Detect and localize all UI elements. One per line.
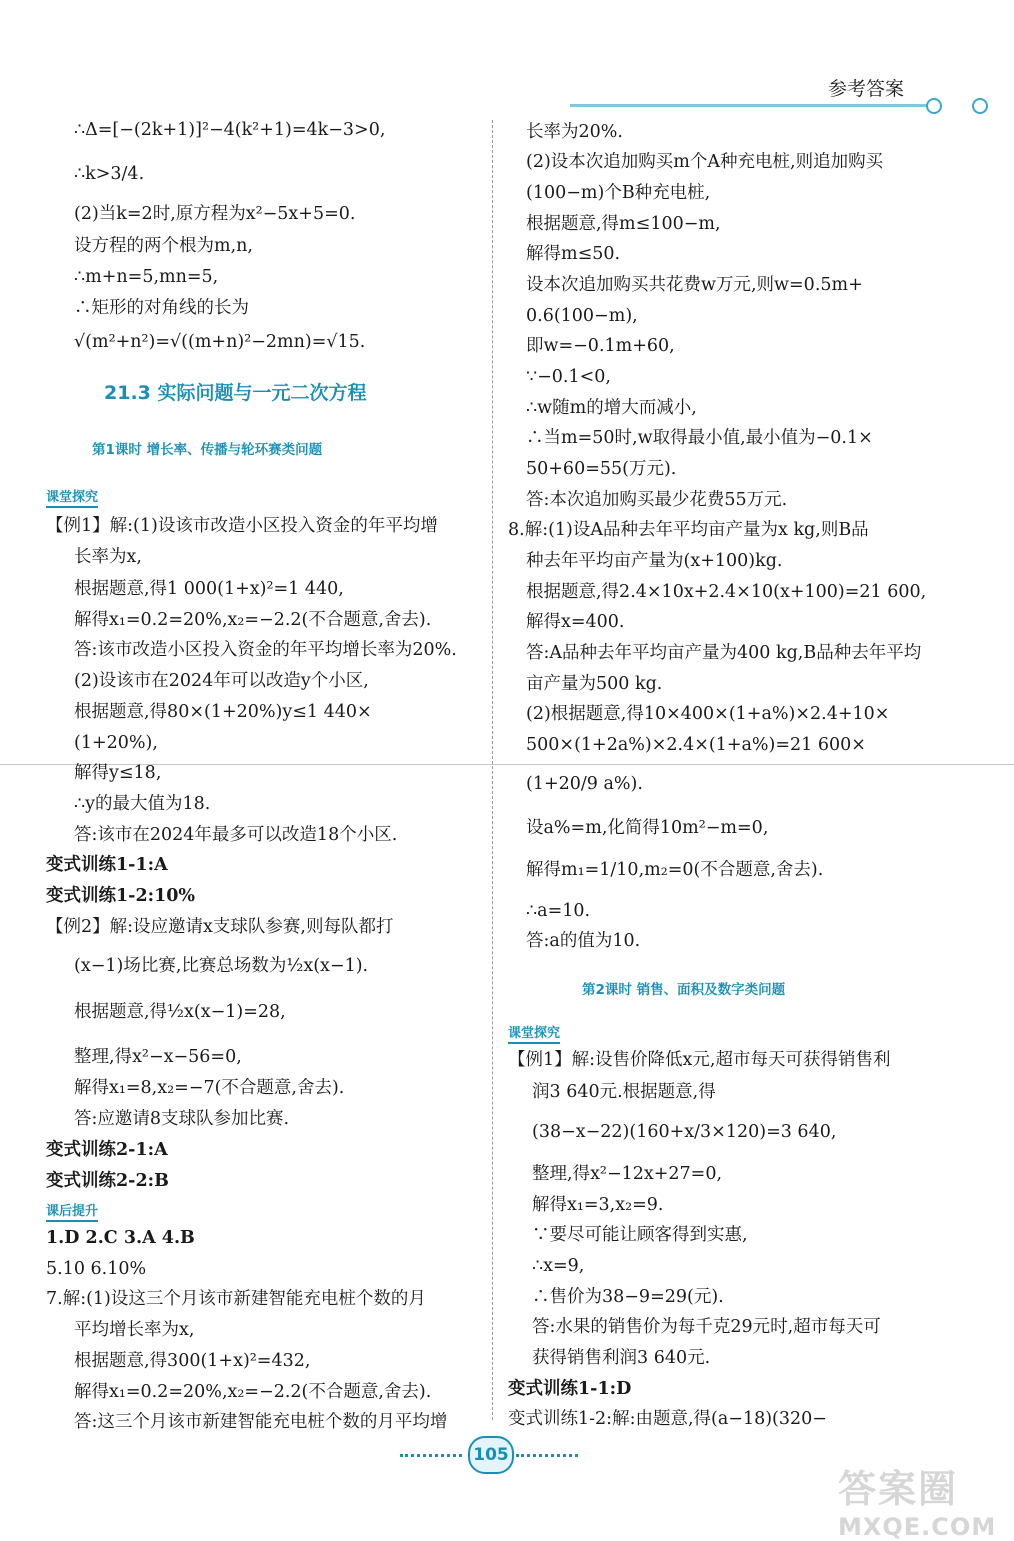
lesson-title: 第2课时 销售、面积及数字类问题	[582, 982, 786, 998]
text-line: ∴售价为38−9=29(元).	[532, 1287, 724, 1307]
text-line: (x−1)场比赛,比赛总场数为½x(x−1).	[74, 956, 369, 976]
text-line: 500×(1+2a%)×2.4×(1+a%)=21 600×	[526, 735, 866, 755]
text-line: 答:这三个月该市新建智能充电桩个数的月平均增	[74, 1412, 448, 1432]
header-line	[570, 104, 930, 107]
text-line: 【例1】解:设售价降低x元,超市每天可获得销售利	[508, 1050, 891, 1070]
text-line: 设本次追加购买共花费w万元,则w=0.5m+	[526, 275, 863, 295]
text-line: 解得x=400.	[526, 612, 625, 632]
text-line: 解得x₁=0.2=20%,x₂=−2.2(不合题意,舍去).	[74, 1382, 432, 1402]
text-line: (100−m)个B种充电桩,	[526, 183, 711, 203]
text-line: 答:该市改造小区投入资金的年平均增长率为20%.	[74, 640, 457, 660]
text-line: ∴w随m的增大而减小,	[526, 398, 697, 418]
text-line: (2)设该市在2024年可以改造y个小区,	[74, 671, 369, 691]
text-line: 变式训练2-1:A	[46, 1140, 168, 1160]
text-line: 解得x₁=3,x₂=9.	[532, 1195, 664, 1215]
text-line: 设a%=m,化简得10m²−m=0,	[526, 818, 769, 838]
text-line: ∴a=10.	[526, 901, 591, 921]
text-line: 获得销售利润3 640元.	[532, 1348, 711, 1368]
text-line: ∵要尽可能让顾客得到实惠,	[532, 1225, 748, 1245]
text-line: (2)设本次追加购买m个A种充电桩,则追加购买	[526, 152, 884, 172]
text-line: 根据题意,得½x(x−1)=28,	[74, 1002, 286, 1022]
text-line: ∴矩形的对角线的长为	[74, 298, 249, 318]
text-line: (1+20%),	[74, 733, 158, 753]
text-line: 长率为x,	[74, 547, 142, 567]
text-line: ∴当m=50时,w取得最小值,最小值为−0.1×	[526, 428, 873, 448]
text-line: 答:水果的销售价为每千克29元时,超市每天可	[532, 1317, 881, 1337]
text-line: 解得y≤18,	[74, 763, 162, 783]
text-line: 【例2】解:设应邀请x支球队参赛,则每队都打	[46, 917, 394, 937]
page-number-ornament-right	[516, 1454, 578, 1457]
text-line: ∴k>3/4.	[74, 164, 145, 184]
text-line: 解得m₁=1/10,m₂=0(不合题意,舍去).	[526, 860, 824, 880]
text-line: 答:应邀请8支球队参加比赛.	[74, 1109, 290, 1129]
watermark	[838, 1458, 998, 1541]
text-line: ∴m+n=5,mn=5,	[74, 267, 219, 287]
tag-class-explore: 课堂探究	[46, 486, 98, 508]
page-number-ornament-left	[400, 1454, 462, 1457]
watermark-logo-text: 答案圈	[838, 1467, 959, 1511]
text-line: ∵−0.1<0,	[526, 367, 611, 387]
text-line: 根据题意,得80×(1+20%)y≤1 440×	[74, 702, 372, 722]
text-line: 变式训练1-2:解:由题意,得(a−18)(320−	[508, 1409, 827, 1429]
text-line: 变式训练2-2:B	[46, 1171, 169, 1191]
text-line: 变式训练1-1:D	[508, 1379, 632, 1399]
text-line: 【例1】解:(1)设该市改造小区投入资金的年平均增	[46, 516, 438, 536]
text-line: ∴y的最大值为18.	[74, 794, 211, 814]
text-line: 种去年平均亩产量为(x+100)kg.	[526, 551, 783, 571]
text-line: 润3 640元.根据题意,得	[532, 1082, 716, 1102]
tag-after-class: 课后提升	[46, 1200, 98, 1222]
text-line: 变式训练1-1:A	[46, 855, 168, 875]
text-line: 7.解:(1)设这三个月该市新建智能充电桩个数的月	[46, 1289, 426, 1309]
text-line: 整理,得x²−12x+27=0,	[532, 1164, 723, 1184]
text-line: 答:该市在2024年最多可以改造18个小区.	[74, 825, 398, 845]
text-line: 根据题意,得1 000(1+x)²=1 440,	[74, 579, 344, 599]
text-line: 即w=−0.1m+60,	[526, 336, 675, 356]
tag-class-explore: 课堂探究	[508, 1022, 560, 1044]
header-ring-2	[972, 98, 988, 114]
text-line: 0.6(100−m),	[526, 306, 638, 326]
text-line: 1.D 2.C 3.A 4.B	[46, 1228, 195, 1248]
text-line: 根据题意,得m≤100−m,	[526, 214, 721, 234]
lesson-title: 第1课时 增长率、传播与轮环赛类问题	[92, 442, 323, 458]
text-line: 答:a的值为10.	[526, 931, 641, 951]
text-line: 解得m≤50.	[526, 244, 621, 264]
text-line: 答:A品种去年平均亩产量为400 kg,B品种去年平均	[526, 643, 922, 663]
watermark-url: MXQE.COM	[838, 1513, 997, 1541]
column-divider	[492, 120, 493, 1420]
text-line: 解得x₁=8,x₂=−7(不合题意,舍去).	[74, 1078, 345, 1098]
page-number: 105	[468, 1436, 514, 1474]
text-line: 答:本次追加购买最少花费55万元.	[526, 490, 788, 510]
text-line: 平均增长率为x,	[74, 1320, 195, 1340]
text-line: 5.10 6.10%	[46, 1259, 147, 1279]
text-line: 50+60=55(万元).	[526, 459, 677, 479]
text-line: √(m²+n²)=√((m+n)²−2mn)=√15.	[74, 332, 366, 352]
text-line: 根据题意,得300(1+x)²=432,	[74, 1351, 311, 1371]
text-line: 亩产量为500 kg.	[526, 674, 663, 694]
section-title: 21.3 实际问题与一元二次方程	[104, 382, 367, 404]
text-line: 解得x₁=0.2=20%,x₂=−2.2(不合题意,舍去).	[74, 610, 432, 630]
text-line: (38−x−22)(160+x/3×120)=3 640,	[532, 1122, 837, 1142]
text-line: 设方程的两个根为m,n,	[74, 236, 253, 256]
text-line: 8.解:(1)设A品种去年平均亩产量为x kg,则B品	[508, 520, 869, 540]
text-line: 根据题意,得2.4×10x+2.4×10(x+100)=21 600,	[526, 582, 927, 602]
header-ring-1	[926, 98, 942, 114]
text-line: ∴Δ=[−(2k+1)]²−4(k²+1)=4k−3>0,	[74, 120, 386, 140]
text-line: (2)根据题意,得10×400×(1+a%)×2.4+10×	[526, 704, 890, 724]
text-line: (1+20/9 a%).	[526, 774, 643, 794]
text-line: (2)当k=2时,原方程为x²−5x+5=0.	[74, 204, 356, 224]
text-line: 整理,得x²−x−56=0,	[74, 1047, 242, 1067]
text-line: 长率为20%.	[526, 122, 623, 142]
header-label: 参考答案	[828, 78, 905, 100]
text-line: 变式训练1-2:10%	[46, 886, 196, 906]
text-line: ∴x=9,	[532, 1256, 585, 1276]
